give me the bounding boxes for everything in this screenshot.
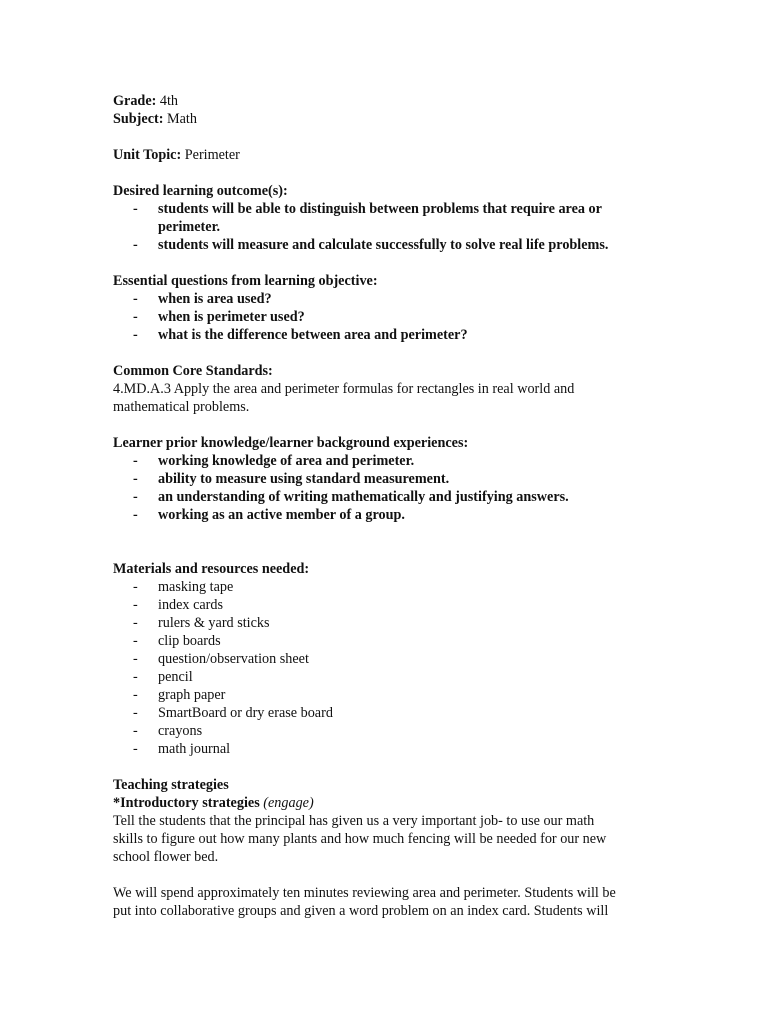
material-text: SmartBoard or dry erase board — [158, 705, 333, 721]
prior-knowledge-list — [113, 452, 653, 524]
prior-item-text: ability to measure using standard measurement. — [158, 471, 450, 487]
list-item — [113, 704, 653, 722]
dash-bullet: - — [133, 201, 138, 217]
materials-heading — [113, 560, 653, 578]
spacer — [113, 344, 653, 362]
grade-value: 4th — [159, 93, 179, 109]
material-text: clip boards — [158, 633, 221, 649]
grade-label: Grade: — [113, 93, 157, 109]
prior-knowledge-heading — [113, 434, 653, 452]
list-item — [113, 308, 653, 326]
dash-bullet: - — [133, 633, 138, 649]
material-text: crayons — [158, 723, 203, 739]
dash-bullet: - — [133, 471, 138, 487]
spacer — [113, 524, 653, 560]
subject-label: Subject: — [113, 111, 164, 127]
dash-bullet: - — [133, 597, 138, 613]
introductory-strategies-line — [113, 794, 653, 812]
unit-topic-value: Perimeter — [184, 147, 240, 163]
spacer — [113, 416, 653, 434]
paragraph-2-line-2: put into collaborative groups and given a word problem on an index card. Students will — [113, 903, 609, 919]
outcomes-list — [113, 200, 653, 254]
unit-topic-line — [113, 146, 653, 164]
spacer — [113, 164, 653, 182]
list-item — [113, 686, 653, 704]
prior-item-text: an understanding of writing mathematically and justifying answers. — [158, 489, 569, 505]
materials-list — [113, 578, 653, 758]
list-item — [113, 236, 653, 254]
subject-value: Math — [167, 111, 197, 127]
dash-bullet: - — [133, 687, 138, 703]
questions-list — [113, 290, 653, 344]
outcomes-heading — [113, 182, 653, 200]
question-text: when is area used? — [158, 291, 272, 307]
teaching-strategies-heading-text: Teaching strategies — [113, 777, 229, 793]
dash-bullet: - — [133, 615, 138, 631]
material-text: math journal — [158, 741, 231, 757]
questions-heading-text: Essential questions from learning objective: — [113, 273, 378, 289]
material-text: index cards — [158, 597, 224, 613]
introductory-strategies-label: *Introductory strategies — [113, 795, 260, 811]
standards-line-1: 4.MD.A.3 Apply the area and perimeter formulas for rectangles in real world and — [113, 381, 575, 397]
dash-bullet: - — [133, 507, 138, 523]
materials-heading-text: Materials and resources needed: — [113, 561, 310, 577]
list-item — [113, 488, 653, 506]
question-text: what is the difference between area and perimeter? — [158, 327, 468, 343]
outcome-2: students will measure and calculate successfully to solve real life problems. — [158, 237, 609, 253]
list-item — [113, 596, 653, 614]
dash-bullet: - — [133, 309, 138, 325]
outcome-1-line2: perimeter. — [158, 219, 221, 235]
dash-bullet: - — [133, 651, 138, 667]
unit-topic-label: Unit Topic: — [113, 147, 182, 163]
list-item — [113, 290, 653, 308]
standards-heading — [113, 362, 653, 380]
list-item — [113, 632, 653, 650]
dash-bullet: - — [133, 291, 138, 307]
question-text: when is perimeter used? — [158, 309, 305, 325]
dash-bullet: - — [133, 489, 138, 505]
dash-bullet: - — [133, 705, 138, 721]
prior-knowledge-heading-text: Learner prior knowledge/learner background experiences: — [113, 435, 469, 451]
questions-heading — [113, 272, 653, 290]
outcomes-heading-text: Desired learning outcome(s): — [113, 183, 288, 199]
grade-line — [113, 92, 653, 110]
list-item — [113, 650, 653, 668]
list-item — [113, 200, 653, 236]
dash-bullet: - — [133, 741, 138, 757]
prior-item-text: working knowledge of area and perimeter. — [158, 453, 415, 469]
engage-tag: (engage) — [263, 795, 314, 811]
list-item — [113, 470, 653, 488]
standards-line-2: mathematical problems. — [113, 399, 250, 415]
material-text: rulers & yard sticks — [158, 615, 270, 631]
outcome-1-line1: students will be able to distinguish between problems that require area or — [158, 201, 602, 217]
paragraph-1-line-1: Tell the students that the principal has given us a very important job- to use our math — [113, 813, 595, 829]
dash-bullet: - — [133, 669, 138, 685]
paragraph-1-line-2: skills to figure out how many plants and how much fencing will be needed for our new — [113, 831, 607, 847]
list-item — [113, 614, 653, 632]
standards-heading-text: Common Core Standards: — [113, 363, 273, 379]
list-item — [113, 722, 653, 740]
material-text: graph paper — [158, 687, 226, 703]
subject-line — [113, 110, 653, 128]
list-item — [113, 506, 653, 524]
material-text: masking tape — [158, 579, 234, 595]
lesson-plan-content — [113, 92, 653, 920]
list-item — [113, 452, 653, 470]
list-item — [113, 668, 653, 686]
dash-bullet: - — [133, 453, 138, 469]
prior-item-text: working as an active member of a group. — [158, 507, 405, 523]
spacer — [113, 866, 653, 884]
list-item — [113, 326, 653, 344]
material-text: question/observation sheet — [158, 651, 309, 667]
teaching-strategies-heading — [113, 776, 653, 794]
material-text: pencil — [158, 669, 193, 685]
spacer — [113, 254, 653, 272]
list-item — [113, 740, 653, 758]
dash-bullet: - — [133, 723, 138, 739]
dash-bullet: - — [133, 327, 138, 343]
dash-bullet: - — [133, 237, 138, 253]
spacer — [113, 128, 653, 146]
paragraph-2-line-1: We will spend approximately ten minutes reviewing area and perimeter. Students will be — [113, 885, 616, 901]
paragraph-1-line-3: school flower bed. — [113, 849, 219, 865]
list-item — [113, 578, 653, 596]
dash-bullet: - — [133, 579, 138, 595]
spacer — [113, 758, 653, 776]
